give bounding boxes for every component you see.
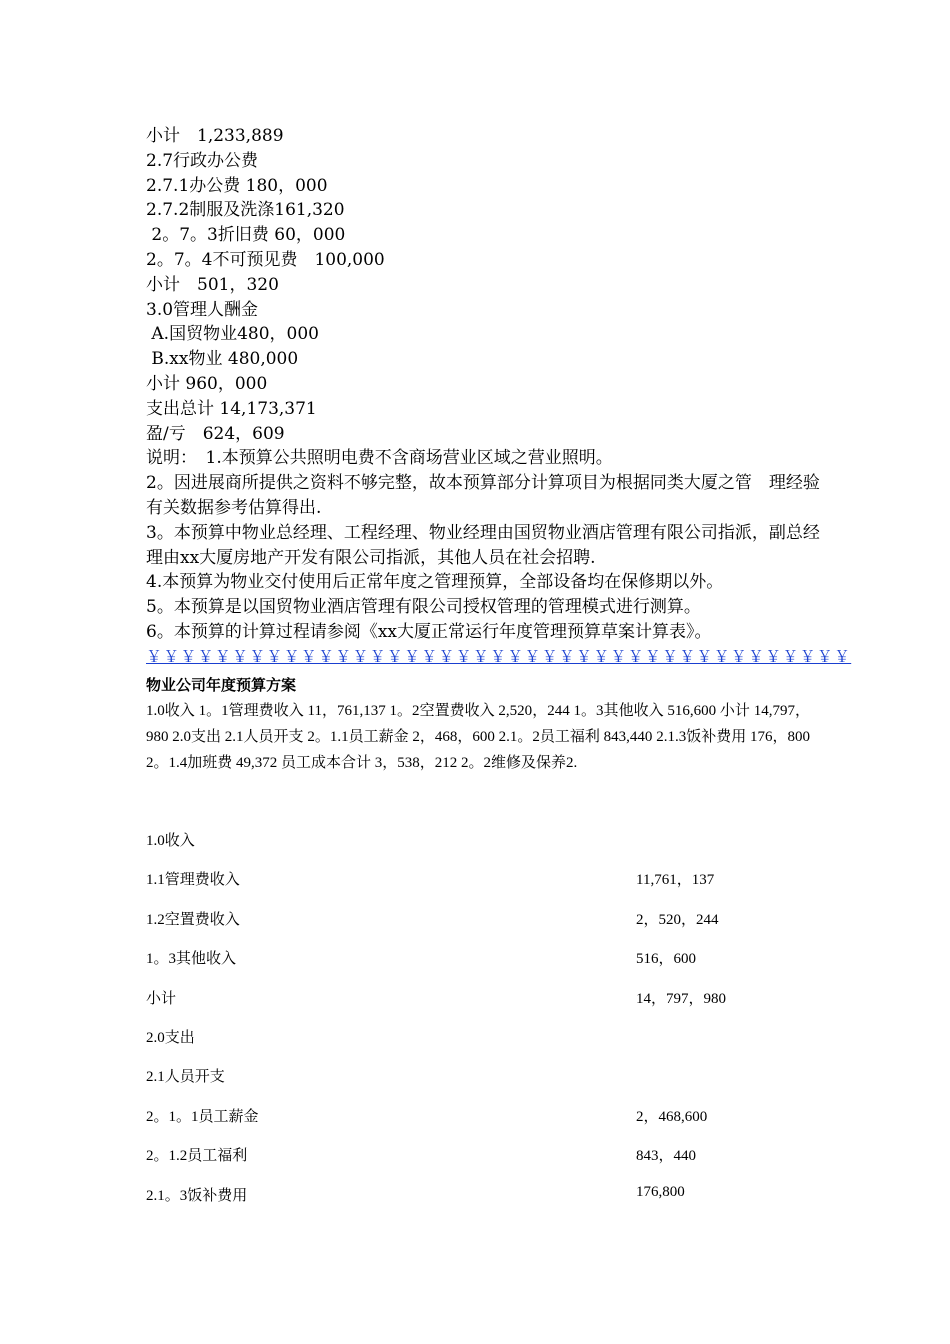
budget-line: 2.7行政办公费 xyxy=(146,150,259,171)
note-paragraph: 说明： 1.本预算公共照明电费不含商场营业区域之营业照明。 xyxy=(146,448,613,469)
budget-line: 2.7.2制服及洗涤161,320 xyxy=(146,200,345,221)
row-label: 1.0收入 xyxy=(146,833,195,849)
row-label: 1。3其他收入 xyxy=(146,951,237,968)
budget-line: 2.7.1办公费 180，000 xyxy=(146,175,328,196)
row-label: 2.1人员开支 xyxy=(146,1069,225,1086)
row-value: 14，797，980 xyxy=(636,990,727,1007)
note-paragraph: 5。本预算是以国贸物业酒店管理有限公司授权管理的管理模式进行测算。 xyxy=(146,597,701,618)
section-title: 物业公司年度预算方案 xyxy=(146,676,297,694)
row-label: 2.1。3饭补费用 xyxy=(146,1187,248,1204)
row-value: 2，468,600 xyxy=(636,1108,708,1125)
budget-line: 小计 1,233,889 xyxy=(146,126,284,146)
budget-line: 盈/亏 624，609 xyxy=(146,423,285,444)
row-label: 2。1。1员工薪金 xyxy=(146,1108,259,1125)
budget-line: B.xx物业 480,000 xyxy=(146,349,299,370)
note-paragraph: 4.本预算为物业交付使用后正常年度之管理预算，全部设备均在保修期以外。 xyxy=(146,572,724,593)
row-label: 2。1.2员工福利 xyxy=(146,1148,248,1165)
row-value: 843，440 xyxy=(636,1148,697,1165)
note-paragraph: 3。本预算中物业总经理、工程经理、物业经理由国贸物业酒店管理有限公司指派，副总经理由xx大厦房地产开发有限公司指派，其他人员在社会招聘. xyxy=(146,522,820,568)
row-value: 11,761，137 xyxy=(636,872,715,889)
table-row xyxy=(146,908,806,947)
budget-line: 支出总计 14,173,371 xyxy=(146,398,317,419)
row-label: 1.1管理费收入 xyxy=(146,872,240,889)
table-row xyxy=(146,829,806,868)
row-label: 2.0支出 xyxy=(146,1029,195,1046)
row-label: 小计 xyxy=(146,990,177,1007)
table-row xyxy=(146,1144,806,1183)
budget-text-block xyxy=(146,124,852,670)
table-row xyxy=(146,868,806,907)
row-value: 516，600 xyxy=(636,951,697,968)
budget-line: 2。7。4不可预见费 100,000 xyxy=(146,249,385,270)
budget-line: A.国贸物业480，000 xyxy=(146,324,319,345)
budget-line: 2。7。3折旧费 60，000 xyxy=(146,225,346,246)
row-value: 176,800 xyxy=(636,1183,685,1200)
table-row xyxy=(146,987,806,1026)
row-value: 2，520，244 xyxy=(636,911,719,928)
summary-paragraph: 1.0收入 1。1管理费收入 11，761,137 1。2空置费收入 2,520，244 1。3其他收入 516,600 小计 14,797，980 2.0支出 2.1人员开支 2。1.1员工薪金 2，468，600 2.1。2员工福利 843,440 2.1.3饭补费用 176，800 2。1.4加班费 49,372 员工成本合计 3，538，212 2。2维修及保养2. xyxy=(146,703,810,771)
budget-table xyxy=(146,829,806,1223)
yen-separator-link[interactable]: ￥￥￥￥￥￥￥￥￥￥￥￥￥￥￥￥￥￥￥￥￥￥￥￥￥￥￥￥￥￥￥￥￥￥￥￥￥￥￥￥￥ xyxy=(146,646,852,666)
table-row xyxy=(146,947,806,986)
table-row xyxy=(146,1065,806,1104)
table-row xyxy=(146,1105,806,1144)
budget-line: 小计 501，320 xyxy=(146,274,279,295)
note-paragraph: 6。本预算的计算过程请参阅《xx大厦正常运行年度管理预算草案计算表》。 xyxy=(146,621,712,642)
table-row xyxy=(146,1184,806,1223)
row-label: 1.2空置费收入 xyxy=(146,911,240,928)
table-row xyxy=(146,1026,806,1065)
budget-line: 小计 960，000 xyxy=(146,373,268,394)
budget-line: 3.0管理人酬金 xyxy=(146,299,259,320)
note-paragraph: 2。因进展商所提供之资料不够完整，故本预算部分计算项目为根据同类大厦之管 理经验有关数据参考估算得出. xyxy=(146,473,820,518)
